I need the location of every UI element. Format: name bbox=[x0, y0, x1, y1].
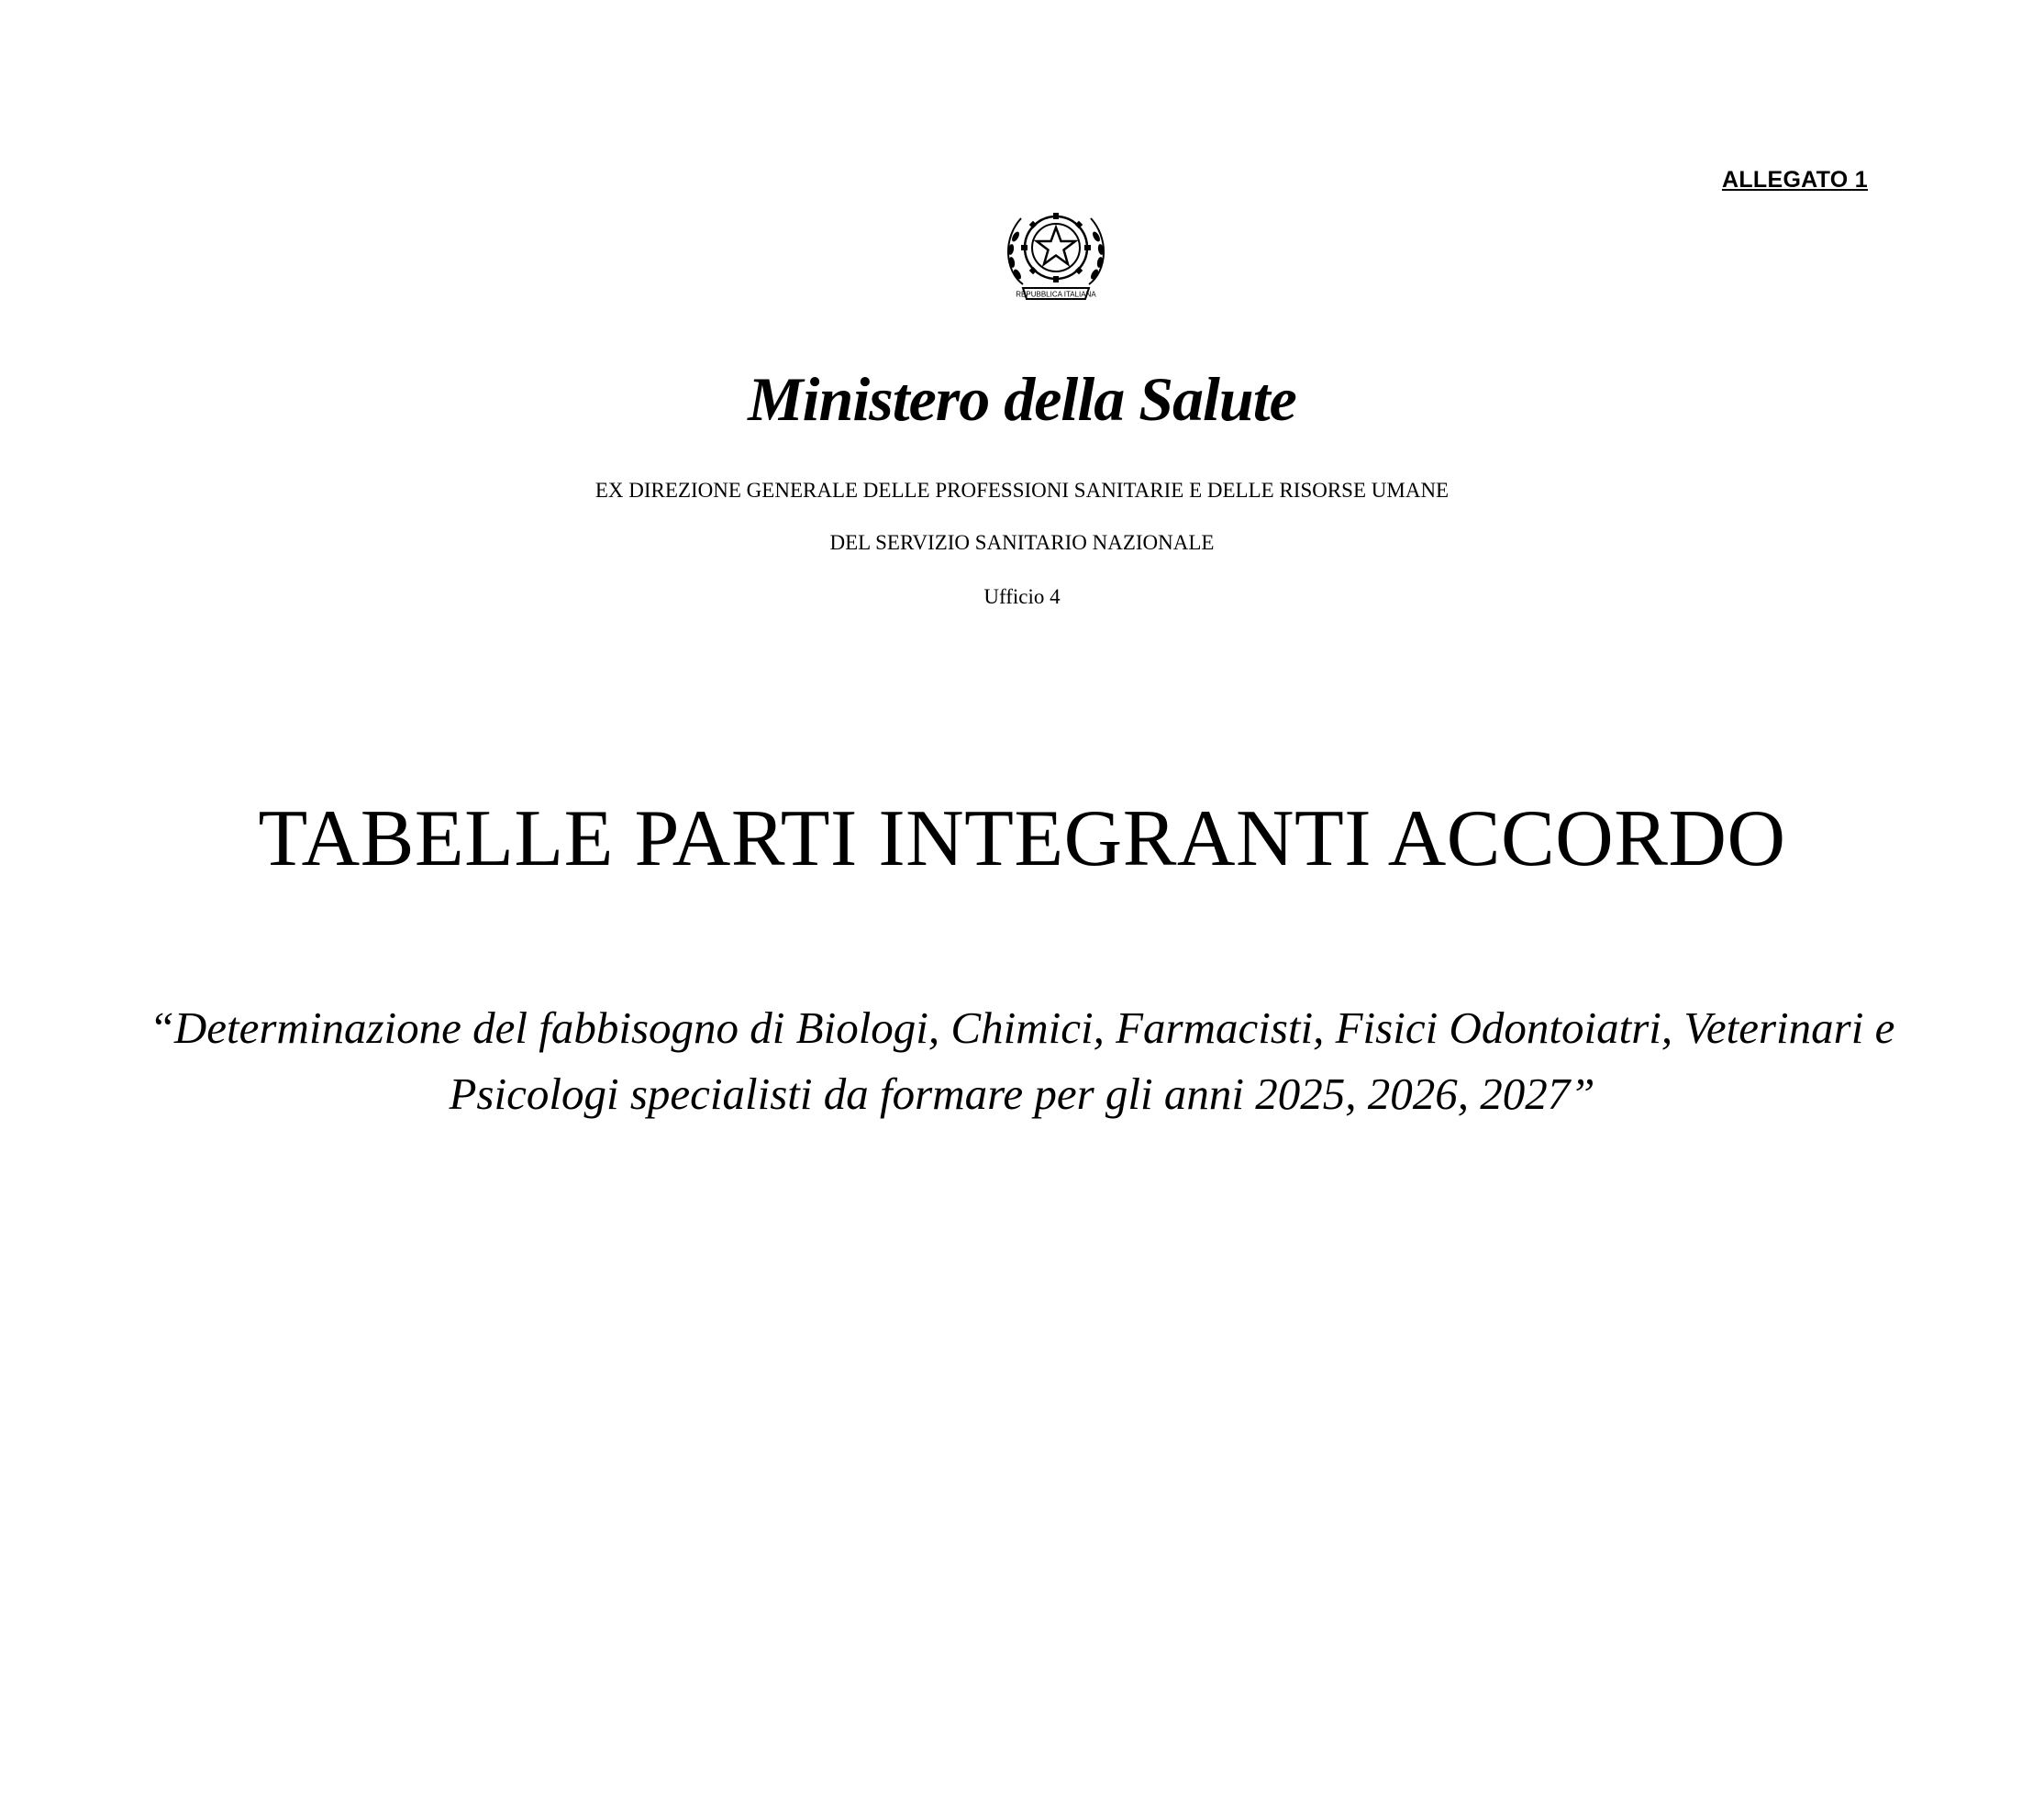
italian-republic-emblem-icon bbox=[995, 193, 1116, 314]
subtitle-line-1: “Determinazione del fabbisogno di Biologi, Chimici, Farmacisti, Fisici Odontoiatri, Veterinari e bbox=[149, 1002, 1895, 1053]
subtitle-line-2: Psicologi specialisti da formare per gli anni 2025, 2026, 2027” bbox=[449, 1069, 1595, 1119]
page-title: TABELLE PARTI INTEGRANTI ACCORDO bbox=[258, 794, 1786, 883]
department-line-2: DEL SERVIZIO SANITARIO NAZIONALE bbox=[829, 531, 1215, 554]
department-line-1: EX DIREZIONE GENERALE DELLE PROFESSIONI SANITARIE E DELLE RISORSE UMANE bbox=[594, 479, 1450, 502]
annex-label: ALLEGATO 1 bbox=[1721, 167, 1868, 193]
office-name: Ufficio 4 bbox=[983, 585, 1061, 608]
document-subtitle bbox=[37, 995, 2007, 1127]
emblem-ribbon-text: REPUBBLICA ITALIANA bbox=[1016, 290, 1096, 299]
ministry-name: Ministero della Salute bbox=[748, 364, 1296, 434]
